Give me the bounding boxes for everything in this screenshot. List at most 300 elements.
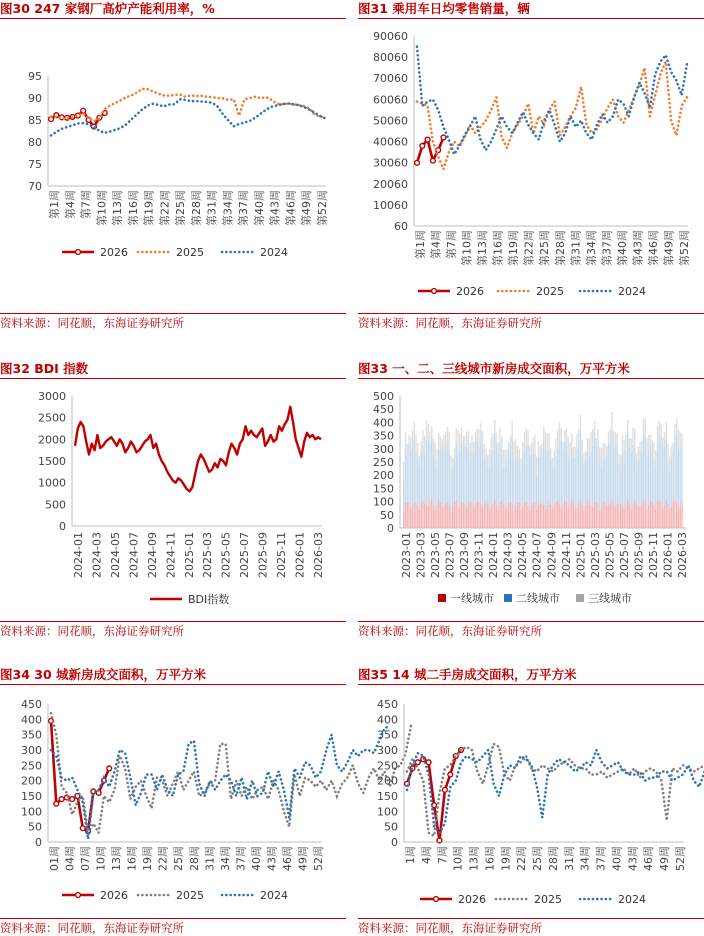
bar-tier1: [601, 507, 602, 528]
x-tick-label: 43周: [265, 846, 279, 871]
bar-tier3: [522, 443, 523, 460]
bar-tier1: [680, 506, 681, 528]
chart-title: 图35 14 城二手房成交面积，万平方米: [358, 667, 577, 682]
x-tick-label: 2025-01: [574, 532, 588, 578]
bar-tier2: [450, 470, 451, 512]
bar-tier1: [477, 502, 478, 528]
chart-34-svg: [0, 666, 346, 916]
bar-tier3: [650, 435, 651, 445]
bar-tier1: [449, 505, 450, 528]
bar-tier1: [569, 505, 570, 528]
bar-tier2: [554, 464, 555, 506]
x-tick-label: 第28周: [189, 190, 203, 226]
bar-tier3: [545, 432, 546, 450]
bar-tier1: [534, 503, 535, 528]
bar-tier2: [424, 454, 425, 504]
y-tick-label: 350: [373, 429, 394, 443]
bar-tier2: [576, 449, 577, 509]
bar-tier3: [512, 421, 513, 439]
bar-tier1: [681, 502, 682, 528]
bar-tier1: [533, 502, 534, 528]
x-tick-label: 第37周: [237, 189, 251, 226]
legend-label: BDI指数: [188, 593, 230, 606]
bar-tier2: [599, 464, 600, 511]
bar-tier2: [533, 454, 534, 503]
bar-tier2: [403, 480, 404, 512]
data-point: [426, 760, 431, 765]
bar-tier1: [627, 499, 628, 528]
x-tick-label: 01周: [48, 846, 61, 871]
x-tick-label: 2025-03: [201, 532, 215, 578]
bar-tier3: [417, 443, 418, 458]
x-tick-label: 第37周: [600, 230, 614, 266]
bar-tier3: [631, 438, 632, 452]
bar-tier1: [540, 503, 541, 528]
bar-tier2: [498, 453, 499, 509]
chart-35-svg: [358, 666, 704, 916]
bar-tier2: [421, 452, 422, 502]
bar-tier2: [412, 447, 413, 507]
bar-tier1: [573, 503, 574, 528]
x-tick-label: 2024-03: [501, 532, 515, 578]
bar-tier1: [431, 499, 432, 528]
y-tick-label: 300: [373, 442, 394, 456]
x-tick-label: 2025-05: [603, 532, 617, 578]
x-tick-label: 46周: [280, 846, 294, 871]
x-tick-label: 49周: [658, 846, 672, 871]
bar-tier2: [438, 450, 439, 500]
bar-tier2: [480, 442, 481, 504]
bar-tier3: [442, 439, 443, 447]
bar-tier3: [541, 443, 542, 453]
bar-tier3: [550, 448, 551, 460]
x-tick-label: 2025-09: [256, 532, 270, 578]
x-tick-label: 2023-03: [414, 532, 428, 578]
legend-label: 2025: [176, 246, 204, 259]
x-tick-label: 2023-01: [400, 532, 413, 578]
bar-tier1: [513, 511, 514, 528]
x-tick-label: 第22周: [522, 230, 536, 266]
bar-tier3: [456, 428, 457, 444]
y-tick-label: 20060: [373, 177, 408, 191]
bar-tier3: [501, 436, 502, 454]
bar-tier3: [487, 455, 488, 467]
x-tick-label: 7周: [435, 846, 449, 864]
bar-tier3: [645, 418, 646, 436]
chart-panel-32: [0, 360, 346, 638]
x-tick-label: 第43周: [268, 190, 282, 226]
bar-tier3: [583, 453, 584, 464]
x-tick-label: 2025-05: [219, 532, 233, 578]
bar-tier3: [473, 441, 474, 453]
y-tick-label: 50: [384, 820, 398, 834]
bar-tier3: [508, 442, 509, 452]
bar-tier2: [468, 448, 469, 502]
bar-tier3: [561, 428, 562, 441]
bar-tier1: [634, 500, 635, 528]
bar-tier1: [603, 501, 604, 528]
bar-tier2: [526, 445, 527, 501]
bar-tier2: [564, 442, 565, 500]
x-tick-label: 第34周: [584, 230, 598, 266]
bar-tier1: [443, 507, 444, 528]
bar-tier2: [529, 455, 530, 510]
bar-tier2: [515, 456, 516, 505]
x-tick-label: 2024-03: [90, 532, 104, 578]
bar-tier2: [617, 445, 618, 504]
bar-tier3: [464, 435, 465, 445]
bar-tier1: [624, 509, 625, 528]
bar-tier2: [652, 451, 653, 500]
bar-tier1: [433, 505, 434, 528]
bar-tier2: [545, 449, 546, 509]
bar-tier1: [496, 505, 497, 528]
y-tick-label: 1000: [38, 476, 66, 490]
bar-tier2: [648, 450, 649, 506]
bar-tier1: [456, 501, 457, 528]
y-tick-label: 2500: [38, 411, 66, 425]
data-point: [437, 838, 442, 843]
bar-tier2: [594, 434, 595, 502]
bar-tier1: [414, 502, 415, 528]
bar-tier3: [589, 439, 590, 457]
bar-tier1: [436, 505, 437, 528]
bar-tier3: [587, 438, 588, 452]
bar-tier1: [597, 503, 598, 528]
bar-tier3: [407, 444, 408, 458]
bar-tier1: [557, 502, 558, 528]
data-point: [442, 787, 447, 792]
bar-tier2: [660, 435, 661, 502]
bar-tier1: [636, 504, 637, 528]
bar-tier3: [603, 443, 604, 460]
bar-tier3: [578, 429, 579, 447]
bar-tier3: [662, 437, 663, 447]
y-tick-label: 450: [377, 698, 398, 711]
x-tick-label: 2024-07: [530, 532, 544, 578]
y-tick-label: 60: [394, 220, 408, 233]
x-tick-label: 16周: [483, 846, 497, 871]
legend-label: 2025: [176, 889, 204, 902]
x-tick-label: 04周: [63, 846, 77, 871]
bar-tier2: [631, 452, 632, 509]
bar-tier2: [629, 448, 630, 505]
legend-label: 2026: [456, 285, 484, 298]
x-tick-label: 2025-03: [588, 532, 602, 578]
bar-tier2: [559, 439, 560, 504]
legend-label: 2026: [458, 893, 486, 906]
bar-tier3: [543, 426, 544, 441]
bar-tier1: [608, 507, 609, 528]
bar-tier2: [550, 460, 551, 504]
y-tick-label: 250: [373, 456, 394, 469]
bar-tier3: [643, 419, 644, 436]
y-tick-label: 150: [373, 482, 394, 496]
bar-tier1: [491, 507, 492, 528]
y-tick-label: 250: [21, 759, 42, 773]
series-line-2025: [51, 713, 411, 833]
bar-tier3: [485, 448, 486, 457]
series-line-2024: [51, 99, 325, 135]
bar-tier3: [674, 424, 675, 437]
bar-tier3: [681, 434, 682, 448]
x-tick-label: 46周: [642, 846, 656, 871]
bar-tier3: [498, 442, 499, 453]
bar-tier2: [457, 448, 458, 506]
bar-tier3: [608, 432, 609, 444]
bar-tier3: [536, 456, 537, 474]
x-tick-label: 4周: [419, 846, 433, 864]
chart-title: 图30 247 家钢厂高炉产能利用率，%: [0, 1, 215, 16]
bar-tier1: [655, 509, 656, 528]
bar-tier3: [604, 444, 605, 458]
bar-tier3: [655, 450, 656, 468]
x-tick-label: 22周: [515, 846, 529, 871]
bar-tier3: [529, 446, 530, 455]
bar-tier3: [592, 429, 593, 446]
y-tick-label: 250: [377, 759, 398, 773]
bar-tier3: [652, 440, 653, 451]
bar-tier1: [585, 505, 586, 528]
x-tick-label: 2025-01: [182, 532, 196, 578]
bar-tier1: [541, 503, 542, 528]
x-tick-label: 第25周: [174, 190, 188, 226]
bar-tier2: [508, 451, 509, 503]
bar-tier1: [582, 505, 583, 528]
bar-tier2: [639, 451, 640, 507]
chart-31-svg: [358, 0, 704, 300]
bar-tier3: [415, 435, 416, 453]
bar-tier3: [477, 429, 478, 443]
bar-tier1: [522, 506, 523, 528]
x-tick-label: 52周: [312, 846, 325, 871]
bar-tier3: [520, 458, 521, 471]
bar-tier1: [445, 503, 446, 528]
bar-tier3: [671, 446, 672, 459]
bar-tier1: [508, 503, 509, 528]
bar-tier1: [610, 503, 611, 528]
x-tick-label: 第49周: [662, 230, 676, 266]
bar-tier2: [540, 456, 541, 503]
legend-swatch: [576, 594, 584, 602]
bar-tier2: [676, 436, 677, 503]
bar-tier1: [464, 504, 465, 528]
x-tick-label: 43周: [626, 846, 640, 871]
bar-tier3: [459, 434, 460, 452]
bar-tier2: [484, 458, 485, 505]
bar-tier1: [473, 507, 474, 528]
chart-panel-34: [0, 666, 346, 936]
bar-tier1: [659, 500, 660, 528]
bar-tier2: [447, 445, 448, 501]
x-tick-label: 第34周: [221, 189, 235, 226]
bar-tier3: [622, 436, 623, 454]
bar-tier2: [517, 459, 518, 503]
bar-tier2: [604, 458, 605, 502]
bar-tier2: [596, 446, 597, 502]
bar-tier2: [538, 457, 539, 505]
bar-tier3: [505, 450, 506, 466]
x-tick-label: 2025-11: [646, 532, 660, 578]
chart-30-svg: [0, 0, 346, 300]
bar-tier2: [408, 444, 409, 502]
x-tick-label: 13周: [110, 846, 124, 871]
bar-tier2: [632, 445, 633, 504]
bar-tier3: [478, 429, 479, 446]
bar-tier1: [505, 509, 506, 528]
bar-tier2: [426, 439, 427, 506]
legend-label: 一线城市: [450, 592, 494, 605]
bar-tier3: [503, 450, 504, 468]
bar-tier1: [639, 507, 640, 528]
bar-tier3: [506, 449, 507, 460]
bar-tier1: [660, 502, 661, 528]
bar-tier1: [471, 501, 472, 528]
bar-tier3: [599, 447, 600, 464]
x-tick-label: 22周: [156, 846, 170, 871]
bar-tier2: [482, 448, 483, 508]
bar-tier2: [414, 441, 415, 502]
bar-tier1: [648, 505, 649, 528]
bar-tier3: [547, 434, 548, 452]
bar-tier1: [515, 505, 516, 528]
bar-tier3: [471, 435, 472, 451]
bar-tier2: [491, 456, 492, 507]
x-tick-label: 40周: [610, 846, 624, 871]
bar-tier3: [617, 434, 618, 445]
bar-tier3: [615, 432, 616, 447]
bar-tier1: [622, 505, 623, 528]
bar-tier1: [578, 504, 579, 528]
bar-tier1: [594, 501, 595, 528]
x-tick-label: 2024-01: [487, 532, 501, 578]
bar-tier2: [510, 450, 511, 503]
x-tick-label: 第28周: [553, 230, 567, 266]
bar-tier2: [415, 453, 416, 503]
bar-tier1: [452, 505, 453, 528]
bar-tier3: [468, 431, 469, 449]
bar-tier1: [673, 502, 674, 528]
bar-tier3: [419, 456, 420, 466]
bar-tier1: [606, 506, 607, 528]
bar-tier2: [571, 448, 572, 500]
bar-tier1: [538, 505, 539, 528]
bar-tier3: [422, 430, 423, 445]
bar-tier1: [438, 500, 439, 528]
legend-label: 2024: [260, 889, 288, 902]
y-tick-label: 60060: [373, 93, 408, 107]
bar-tier3: [527, 430, 528, 444]
bar-tier3: [639, 442, 640, 450]
x-tick-label: 07周: [79, 846, 93, 871]
bar-tier1: [468, 502, 469, 528]
x-tick-label: 第7周: [445, 230, 459, 259]
bar-tier2: [499, 443, 500, 502]
x-tick-label: 52周: [674, 846, 687, 871]
bar-tier2: [505, 466, 506, 509]
bar-tier2: [489, 466, 490, 509]
bar-tier2: [459, 452, 460, 507]
bar-tier3: [443, 435, 444, 448]
x-tick-label: 40周: [249, 846, 263, 871]
bar-tier1: [529, 510, 530, 528]
y-tick-label: 500: [45, 498, 66, 512]
bar-tier2: [634, 448, 635, 501]
x-tick-label: 2025-09: [632, 532, 646, 578]
bar-tier3: [438, 433, 439, 450]
bar-tier1: [641, 504, 642, 528]
bar-tier2: [657, 445, 658, 502]
series-line-2024: [417, 47, 687, 155]
bar-tier1: [548, 502, 549, 528]
bar-tier2: [524, 451, 525, 503]
bar-tier2: [431, 435, 432, 499]
bar-tier3: [489, 450, 490, 466]
x-tick-label: 34周: [578, 846, 592, 871]
bar-tier2: [442, 447, 443, 507]
bar-tier1: [531, 505, 532, 528]
y-tick-label: 200: [373, 469, 394, 483]
bar-tier1: [615, 508, 616, 528]
bar-tier2: [678, 449, 679, 510]
bar-tier1: [512, 504, 513, 528]
series-line-2025: [407, 744, 704, 836]
bar-tier1: [669, 508, 670, 528]
x-tick-label: 2026-03: [312, 532, 325, 578]
x-tick-label: 34周: [218, 846, 232, 871]
bar-tier2: [592, 446, 593, 508]
y-tick-label: 500: [373, 390, 394, 403]
bar-tier1: [536, 510, 537, 528]
bar-tier3: [648, 435, 649, 450]
bar-tier3: [611, 412, 612, 430]
bar-tier1: [454, 501, 455, 528]
bar-tier1: [510, 503, 511, 528]
bar-tier1: [671, 507, 672, 528]
bar-tier2: [625, 450, 626, 504]
bar-tier2: [590, 450, 591, 505]
y-tick-label: 300: [21, 744, 42, 757]
bar-tier3: [601, 448, 602, 466]
bar-tier1: [459, 507, 460, 528]
bar-tier3: [452, 458, 453, 467]
bar-tier3: [496, 434, 497, 444]
x-tick-label: 2025-07: [617, 532, 631, 578]
bar-tier3: [664, 432, 665, 446]
bar-tier1: [424, 504, 425, 528]
bar-tier1: [506, 507, 507, 528]
bar-tier2: [519, 457, 520, 503]
bar-tier2: [435, 460, 436, 509]
bar-tier2: [433, 453, 434, 505]
y-tick-label: 50: [28, 820, 42, 834]
data-point: [96, 791, 101, 796]
bar-tier3: [534, 435, 535, 453]
bar-tier3: [625, 434, 626, 450]
bar-tier3: [538, 441, 539, 456]
bar-tier1: [498, 510, 499, 528]
y-tick-label: 450: [21, 698, 42, 711]
bar-tier1: [421, 502, 422, 528]
series-line-2024: [51, 726, 390, 839]
bar-tier2: [436, 468, 437, 505]
source-note: 资料来源：同花顺，东海证券研究所: [0, 621, 346, 638]
bar-tier3: [449, 432, 450, 450]
bar-tier2: [428, 440, 429, 506]
bar-tier3: [428, 424, 429, 440]
bar-tier2: [407, 457, 408, 503]
bar-tier1: [422, 500, 423, 528]
